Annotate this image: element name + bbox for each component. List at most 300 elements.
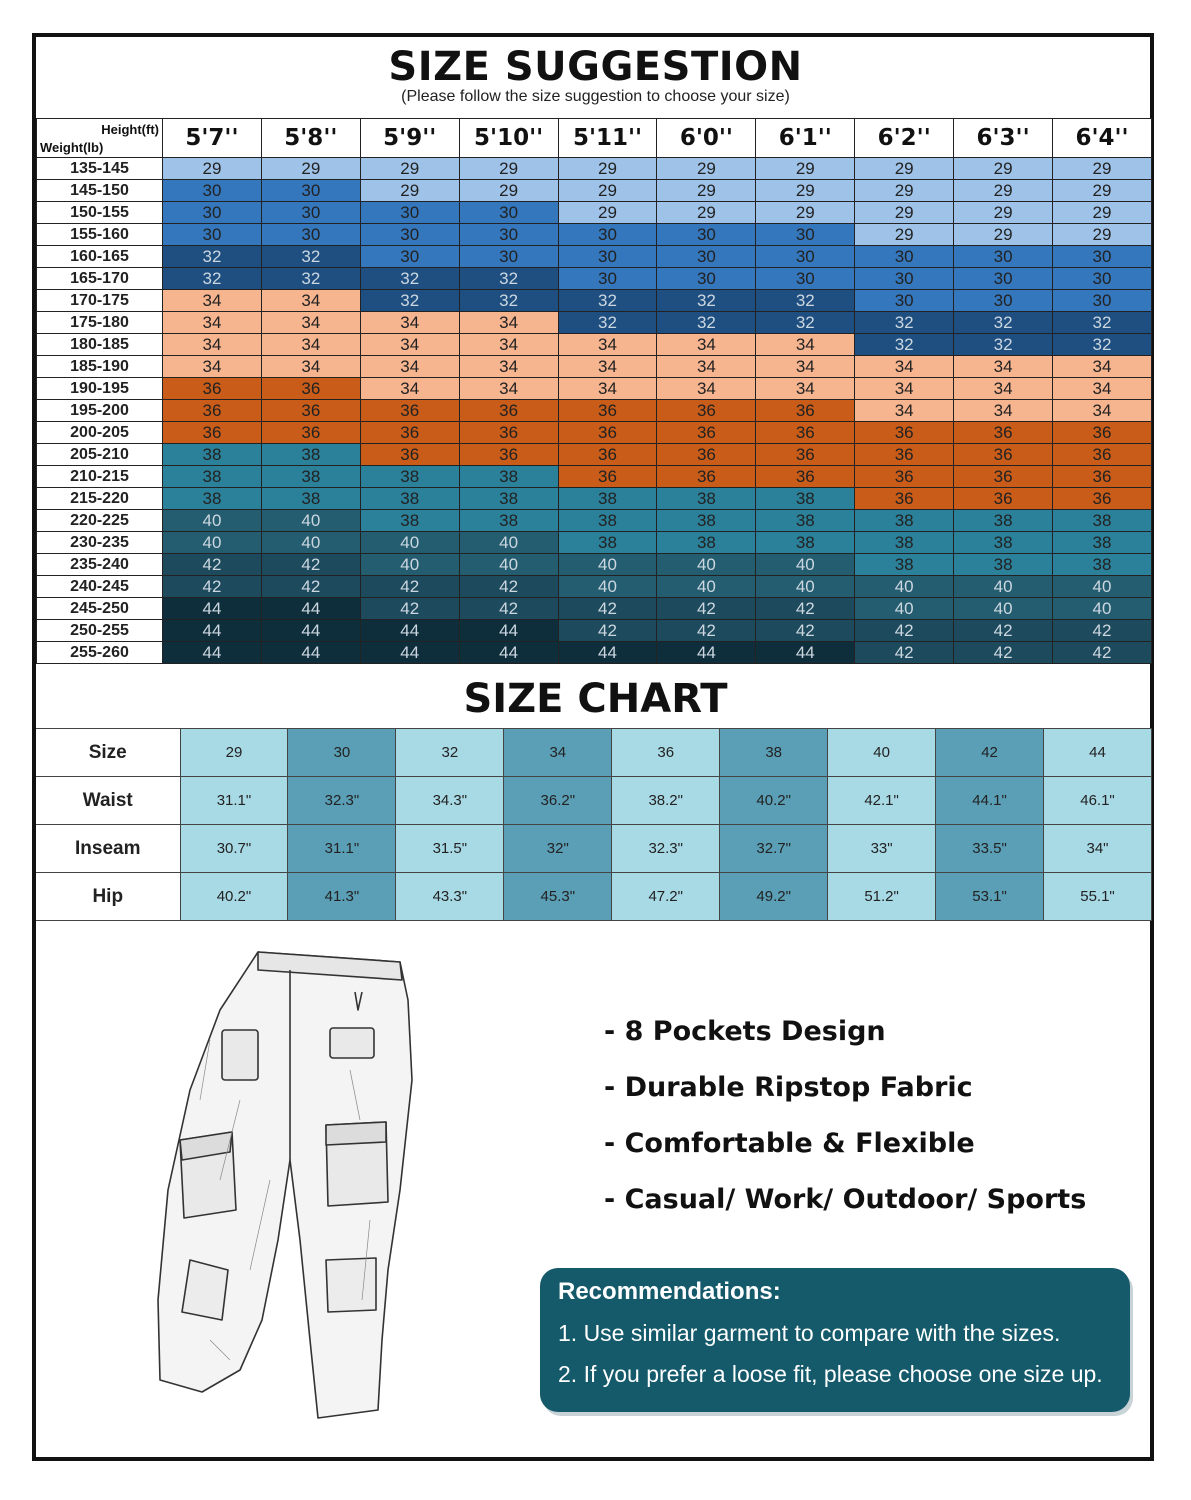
size-cell: 42 [954, 642, 1053, 664]
size-cell: 29 [954, 202, 1053, 224]
size-cell: 42 [163, 576, 262, 598]
size-cell: 30 [459, 246, 558, 268]
weight-row [37, 554, 1152, 576]
measurement-cell: 47.2" [612, 873, 720, 921]
weight-label: 250-255 [37, 620, 163, 642]
size-chart-table [36, 728, 1152, 921]
size-cell: 30 [1053, 246, 1152, 268]
size-chart-body [36, 729, 1152, 921]
size-cell: 32 [261, 268, 360, 290]
size-cell: 36 [163, 378, 262, 400]
size-cell: 42 [657, 598, 756, 620]
size-cell: 38 [657, 532, 756, 554]
size-cell: 34 [459, 378, 558, 400]
size-cell: 36 [954, 422, 1053, 444]
height-header-cell: 6'0'' [657, 119, 756, 158]
size-cell: 32 [1053, 334, 1152, 356]
size-cell: 30 [657, 224, 756, 246]
size-cell: 40 [954, 576, 1053, 598]
measurement-cell: 34" [1044, 825, 1152, 873]
size-cell: 38 [855, 510, 954, 532]
size-cell: 36 [261, 422, 360, 444]
measurement-cell: 43.3" [396, 873, 504, 921]
weight-label: 170-175 [37, 290, 163, 312]
size-cell: 30 [855, 268, 954, 290]
size-cell: 29 [459, 180, 558, 202]
size-cell: 34 [459, 356, 558, 378]
recommendations-heading: Recommendations: [558, 1278, 781, 1305]
size-chart-size-cell: 42 [936, 729, 1044, 777]
size-cell: 30 [163, 180, 262, 202]
weight-row [37, 400, 1152, 422]
size-cell: 38 [756, 488, 855, 510]
size-cell: 32 [756, 312, 855, 334]
size-cell: 42 [855, 642, 954, 664]
size-cell: 34 [261, 312, 360, 334]
weight-row [37, 576, 1152, 598]
grid-corner-cell [37, 119, 163, 158]
size-cell: 34 [360, 378, 459, 400]
weight-row [37, 290, 1152, 312]
size-cell: 44 [657, 642, 756, 664]
size-cell: 36 [1053, 488, 1152, 510]
size-suggestion-title: SIZE SUGGESTION [388, 44, 803, 90]
size-cell: 42 [954, 620, 1053, 642]
size-cell: 30 [954, 268, 1053, 290]
feature-usage: - Casual/ Work/ Outdoor/ Sports [604, 1184, 1087, 1215]
size-cell: 30 [1053, 290, 1152, 312]
measurement-cell: 31.1" [288, 825, 396, 873]
size-chart-size-cell: 40 [828, 729, 936, 777]
size-cell: 38 [954, 554, 1053, 576]
measurement-cell: 32.7" [720, 825, 828, 873]
measurement-cell: 40.2" [720, 777, 828, 825]
size-cell: 36 [360, 400, 459, 422]
size-cell: 36 [657, 466, 756, 488]
size-cell: 38 [261, 488, 360, 510]
size-cell: 38 [163, 488, 262, 510]
size-cell: 40 [163, 532, 262, 554]
size-cell: 40 [261, 532, 360, 554]
size-chart-row [36, 825, 1152, 873]
size-cell: 36 [855, 488, 954, 510]
weight-label: 165-170 [37, 268, 163, 290]
size-cell: 42 [1053, 620, 1152, 642]
size-cell: 38 [163, 444, 262, 466]
size-cell: 38 [657, 488, 756, 510]
size-cell: 34 [756, 378, 855, 400]
size-cell: 32 [657, 290, 756, 312]
size-cell: 42 [360, 576, 459, 598]
size-cell: 40 [855, 598, 954, 620]
weight-label: 255-260 [37, 642, 163, 664]
size-cell: 32 [558, 290, 657, 312]
measurement-cell: 38.2" [612, 777, 720, 825]
height-header-cell: 5'8'' [261, 119, 360, 158]
size-cell: 30 [459, 202, 558, 224]
size-cell: 44 [360, 642, 459, 664]
size-cell: 36 [756, 466, 855, 488]
size-cell: 30 [1053, 268, 1152, 290]
weight-label: 150-155 [37, 202, 163, 224]
size-cell: 34 [163, 334, 262, 356]
size-cell: 42 [558, 598, 657, 620]
size-cell: 29 [1053, 180, 1152, 202]
weight-label: 245-250 [37, 598, 163, 620]
size-cell: 34 [261, 356, 360, 378]
size-cell: 36 [360, 444, 459, 466]
weight-row [37, 642, 1152, 664]
size-cell: 32 [756, 290, 855, 312]
size-cell: 29 [954, 158, 1053, 180]
size-cell: 30 [261, 224, 360, 246]
size-cell: 34 [1053, 400, 1152, 422]
weight-label: 155-160 [37, 224, 163, 246]
size-cell: 32 [360, 268, 459, 290]
size-cell: 34 [954, 378, 1053, 400]
height-header-cell: 5'11'' [558, 119, 657, 158]
size-cell: 34 [163, 290, 262, 312]
height-header-cell: 6'3'' [954, 119, 1053, 158]
size-cell: 32 [954, 312, 1053, 334]
size-cell: 36 [1053, 422, 1152, 444]
size-cell: 30 [558, 246, 657, 268]
size-cell: 30 [954, 290, 1053, 312]
size-cell: 32 [459, 268, 558, 290]
size-cell: 44 [756, 642, 855, 664]
size-cell: 38 [558, 488, 657, 510]
height-header-cell: 5'7'' [163, 119, 262, 158]
size-cell: 29 [855, 180, 954, 202]
size-cell: 34 [261, 334, 360, 356]
weight-label: 175-180 [37, 312, 163, 334]
size-cell: 34 [459, 334, 558, 356]
weight-label: 195-200 [37, 400, 163, 422]
size-cell: 40 [855, 576, 954, 598]
size-cell: 44 [360, 620, 459, 642]
size-cell: 30 [756, 268, 855, 290]
size-cell: 36 [657, 444, 756, 466]
weight-row [37, 180, 1152, 202]
weight-row [37, 268, 1152, 290]
size-cell: 29 [657, 158, 756, 180]
size-cell: 29 [657, 202, 756, 224]
size-cell: 32 [360, 290, 459, 312]
size-cell: 40 [954, 598, 1053, 620]
size-cell: 40 [558, 576, 657, 598]
size-cell: 44 [163, 642, 262, 664]
size-cell: 42 [756, 620, 855, 642]
weight-row [37, 356, 1152, 378]
size-cell: 38 [855, 554, 954, 576]
size-cell: 38 [1053, 554, 1152, 576]
size-cell: 36 [459, 444, 558, 466]
height-header-row [37, 119, 1152, 158]
size-cell: 36 [756, 422, 855, 444]
size-cell: 42 [756, 598, 855, 620]
size-chart-header-row [36, 729, 1152, 777]
size-cell: 29 [855, 202, 954, 224]
size-cell: 29 [558, 158, 657, 180]
weight-row [37, 246, 1152, 268]
height-header-cell: 6'2'' [855, 119, 954, 158]
measurement-cell: 33" [828, 825, 936, 873]
size-cell: 30 [261, 180, 360, 202]
size-cell: 30 [459, 224, 558, 246]
size-cell: 42 [855, 620, 954, 642]
size-cell: 30 [558, 224, 657, 246]
weight-row [37, 334, 1152, 356]
size-cell: 42 [657, 620, 756, 642]
size-cell: 44 [163, 598, 262, 620]
size-cell: 29 [558, 180, 657, 202]
size-cell: 30 [360, 202, 459, 224]
weight-row [37, 488, 1152, 510]
measurement-cell: 42.1" [828, 777, 936, 825]
size-cell: 32 [261, 246, 360, 268]
size-cell: 29 [657, 180, 756, 202]
weight-row [37, 510, 1152, 532]
size-cell: 34 [163, 356, 262, 378]
size-cell: 29 [1053, 158, 1152, 180]
measurement-cell: 32" [504, 825, 612, 873]
size-chart-size-cell: 30 [288, 729, 396, 777]
size-cell: 30 [360, 224, 459, 246]
size-cell: 44 [261, 642, 360, 664]
size-cell: 36 [558, 400, 657, 422]
size-cell: 36 [558, 466, 657, 488]
weight-label: 180-185 [37, 334, 163, 356]
size-cell: 40 [756, 554, 855, 576]
weight-row [37, 532, 1152, 554]
size-cell: 40 [261, 510, 360, 532]
size-cell: 29 [1053, 202, 1152, 224]
size-cell: 38 [558, 532, 657, 554]
weight-label: 240-245 [37, 576, 163, 598]
size-cell: 34 [756, 334, 855, 356]
size-cell: 40 [756, 576, 855, 598]
size-cell: 30 [657, 268, 756, 290]
size-suggestion-grid [36, 118, 1152, 664]
weight-row [37, 224, 1152, 246]
size-cell: 34 [657, 356, 756, 378]
size-cell: 29 [459, 158, 558, 180]
size-cell: 38 [163, 466, 262, 488]
weight-axis-label: Weight(lb) [40, 140, 104, 155]
measurement-cell: 44.1" [936, 777, 1044, 825]
measurement-cell: 45.3" [504, 873, 612, 921]
size-chart-size-cell: 36 [612, 729, 720, 777]
size-cell: 32 [163, 268, 262, 290]
size-cell: 29 [855, 158, 954, 180]
size-cell: 34 [855, 356, 954, 378]
size-cell: 36 [261, 400, 360, 422]
size-cell: 42 [459, 598, 558, 620]
size-cell: 42 [360, 598, 459, 620]
size-cell: 36 [558, 444, 657, 466]
size-cell: 42 [261, 554, 360, 576]
weight-row [37, 422, 1152, 444]
weight-label: 135-145 [37, 158, 163, 180]
size-cell: 34 [360, 334, 459, 356]
size-cell: 42 [163, 554, 262, 576]
size-cell: 36 [657, 422, 756, 444]
height-header-cell: 6'4'' [1053, 119, 1152, 158]
size-cell: 29 [261, 158, 360, 180]
size-cell: 32 [855, 312, 954, 334]
size-cell: 36 [1053, 444, 1152, 466]
size-cell: 30 [855, 290, 954, 312]
size-cell: 29 [360, 158, 459, 180]
size-cell: 34 [657, 334, 756, 356]
size-cell: 36 [558, 422, 657, 444]
size-cell: 38 [459, 510, 558, 532]
measurement-cell: 55.1" [1044, 873, 1152, 921]
size-cell: 38 [756, 510, 855, 532]
size-cell: 42 [459, 576, 558, 598]
size-chart-title: SIZE CHART [463, 676, 728, 722]
measurement-cell: 46.1" [1044, 777, 1152, 825]
size-cell: 42 [261, 576, 360, 598]
size-cell: 34 [360, 312, 459, 334]
feature-pockets: - 8 Pockets Design [604, 1016, 886, 1047]
size-cell: 30 [163, 202, 262, 224]
weight-label: 200-205 [37, 422, 163, 444]
size-cell: 40 [360, 532, 459, 554]
size-cell: 38 [954, 532, 1053, 554]
size-cell: 38 [261, 444, 360, 466]
size-cell: 44 [261, 620, 360, 642]
size-cell: 42 [558, 620, 657, 642]
size-cell: 38 [459, 488, 558, 510]
size-cell: 30 [855, 246, 954, 268]
height-header-cell: 6'1'' [756, 119, 855, 158]
size-cell: 34 [558, 356, 657, 378]
measurement-cell: 49.2" [720, 873, 828, 921]
weight-row [37, 378, 1152, 400]
size-cell: 38 [558, 510, 657, 532]
size-cell: 36 [855, 466, 954, 488]
size-cell: 40 [459, 532, 558, 554]
size-cell: 34 [954, 356, 1053, 378]
size-cell: 30 [954, 246, 1053, 268]
recommendation-item: 2. If you prefer a loose fit, please choose one size up. [558, 1361, 1103, 1387]
weight-label: 210-215 [37, 466, 163, 488]
size-cell: 40 [657, 576, 756, 598]
measurement-cell: 53.1" [936, 873, 1044, 921]
size-cell: 29 [1053, 224, 1152, 246]
size-cell: 32 [558, 312, 657, 334]
size-cell: 38 [459, 466, 558, 488]
measurement-cell: 40.2" [180, 873, 288, 921]
size-cell: 30 [558, 268, 657, 290]
size-cell: 30 [657, 246, 756, 268]
size-chart-size-cell: 32 [396, 729, 504, 777]
size-cell: 30 [163, 224, 262, 246]
size-cell: 32 [954, 334, 1053, 356]
size-cell: 30 [756, 246, 855, 268]
size-cell: 40 [1053, 598, 1152, 620]
weight-row [37, 598, 1152, 620]
size-cell: 36 [855, 444, 954, 466]
size-chart-size-cell: 29 [180, 729, 288, 777]
size-cell: 36 [360, 422, 459, 444]
size-cell: 36 [855, 422, 954, 444]
weight-label: 185-190 [37, 356, 163, 378]
size-cell: 38 [1053, 510, 1152, 532]
measurement-cell: 32.3" [612, 825, 720, 873]
size-cell: 34 [756, 356, 855, 378]
size-cell: 32 [459, 290, 558, 312]
height-axis-label: Height(ft) [101, 122, 159, 137]
size-cell: 34 [558, 334, 657, 356]
weight-row [37, 620, 1152, 642]
size-cell: 34 [855, 400, 954, 422]
recommendation-item: 1. Use similar garment to compare with the sizes. [558, 1320, 1061, 1346]
size-cell: 34 [954, 400, 1053, 422]
size-chart-row-label: Inseam [36, 825, 180, 873]
size-cell: 36 [459, 400, 558, 422]
size-cell: 36 [261, 378, 360, 400]
measurement-cell: 51.2" [828, 873, 936, 921]
weight-row [37, 444, 1152, 466]
size-cell: 36 [163, 400, 262, 422]
size-chart-size-cell: 38 [720, 729, 828, 777]
size-cell: 29 [163, 158, 262, 180]
size-cell: 36 [657, 400, 756, 422]
size-cell: 40 [558, 554, 657, 576]
weight-row [37, 202, 1152, 224]
weight-label: 190-195 [37, 378, 163, 400]
size-cell: 30 [261, 202, 360, 224]
size-cell: 29 [756, 158, 855, 180]
size-cell: 36 [459, 422, 558, 444]
height-header-cell: 5'9'' [360, 119, 459, 158]
size-cell: 29 [558, 202, 657, 224]
size-cell: 36 [163, 422, 262, 444]
size-chart-row-label: Waist [36, 777, 180, 825]
size-cell: 34 [657, 378, 756, 400]
size-cell: 36 [954, 488, 1053, 510]
size-cell: 44 [261, 598, 360, 620]
weight-label: 230-235 [37, 532, 163, 554]
size-chart-row [36, 777, 1152, 825]
size-cell: 40 [657, 554, 756, 576]
measurement-cell: 33.5" [936, 825, 1044, 873]
size-cell: 34 [261, 290, 360, 312]
size-cell: 38 [360, 510, 459, 532]
size-cell: 29 [954, 180, 1053, 202]
measurement-cell: 31.1" [180, 777, 288, 825]
measurement-cell: 34.3" [396, 777, 504, 825]
size-suggestion-body [37, 158, 1152, 664]
size-cell: 38 [360, 466, 459, 488]
size-cell: 34 [360, 356, 459, 378]
size-cell: 34 [1053, 356, 1152, 378]
size-cell: 34 [1053, 378, 1152, 400]
weight-row [37, 312, 1152, 334]
size-cell: 29 [360, 180, 459, 202]
size-cell: 40 [459, 554, 558, 576]
size-cell: 38 [756, 532, 855, 554]
size-cell: 36 [954, 466, 1053, 488]
height-header-cell: 5'10'' [459, 119, 558, 158]
size-cell: 38 [657, 510, 756, 532]
size-cell: 29 [855, 224, 954, 246]
size-cell: 34 [459, 312, 558, 334]
recommendations-box [540, 1268, 1130, 1412]
weight-label: 215-220 [37, 488, 163, 510]
